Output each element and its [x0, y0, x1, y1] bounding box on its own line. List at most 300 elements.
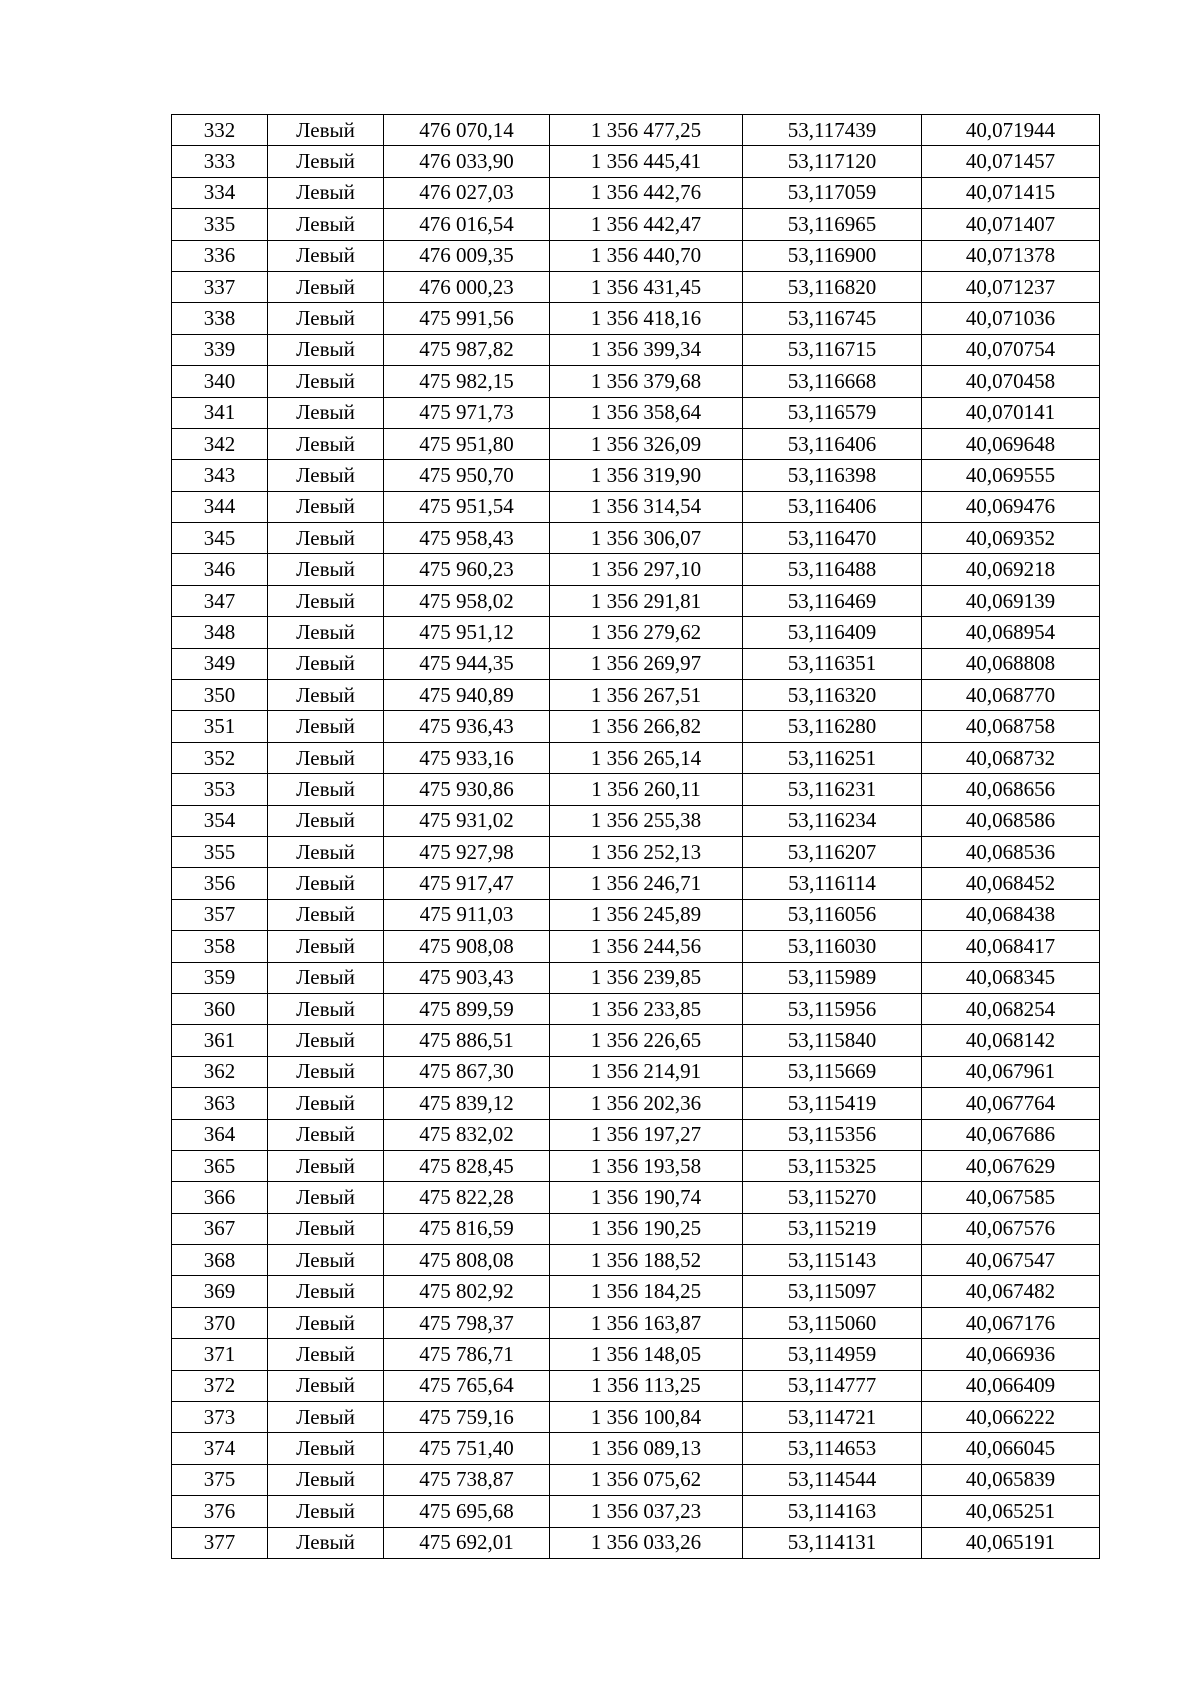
- latitude-cell: 53,116030: [743, 931, 922, 962]
- y-coordinate-cell: 1 356 245,89: [550, 899, 743, 930]
- table-row: [172, 366, 1100, 397]
- longitude-cell: 40,065191: [922, 1527, 1100, 1558]
- point-number-cell: 356: [172, 868, 268, 899]
- y-coordinate-cell: 1 356 188,52: [550, 1245, 743, 1276]
- point-number-cell: 366: [172, 1182, 268, 1213]
- table-row: [172, 1025, 1100, 1056]
- point-number-cell: 350: [172, 680, 268, 711]
- latitude-cell: 53,116579: [743, 397, 922, 428]
- point-number-cell: 375: [172, 1464, 268, 1495]
- point-number-cell: 377: [172, 1527, 268, 1558]
- x-coordinate-cell: 475 738,87: [384, 1464, 550, 1495]
- x-coordinate-cell: 475 950,70: [384, 460, 550, 491]
- point-number-cell: 343: [172, 460, 268, 491]
- point-number-cell: 341: [172, 397, 268, 428]
- y-coordinate-cell: 1 356 184,25: [550, 1276, 743, 1307]
- point-number-cell: 364: [172, 1119, 268, 1150]
- side-cell: Левый: [268, 1150, 384, 1181]
- x-coordinate-cell: 475 958,43: [384, 523, 550, 554]
- longitude-cell: 40,069476: [922, 491, 1100, 522]
- table-row: [172, 1150, 1100, 1181]
- point-number-cell: 333: [172, 146, 268, 177]
- table-row: [172, 805, 1100, 836]
- table-row: [172, 836, 1100, 867]
- y-coordinate-cell: 1 356 418,16: [550, 303, 743, 334]
- table-row: [172, 1496, 1100, 1527]
- y-coordinate-cell: 1 356 252,13: [550, 836, 743, 867]
- side-cell: Левый: [268, 868, 384, 899]
- x-coordinate-cell: 475 808,08: [384, 1245, 550, 1276]
- latitude-cell: 53,116251: [743, 742, 922, 773]
- longitude-cell: 40,068254: [922, 993, 1100, 1024]
- point-number-cell: 347: [172, 585, 268, 616]
- y-coordinate-cell: 1 356 113,25: [550, 1370, 743, 1401]
- longitude-cell: 40,068808: [922, 648, 1100, 679]
- side-cell: Левый: [268, 805, 384, 836]
- latitude-cell: 53,115956: [743, 993, 922, 1024]
- y-coordinate-cell: 1 356 379,68: [550, 366, 743, 397]
- longitude-cell: 40,068770: [922, 680, 1100, 711]
- x-coordinate-cell: 475 940,89: [384, 680, 550, 711]
- latitude-cell: 53,114777: [743, 1370, 922, 1401]
- y-coordinate-cell: 1 356 442,76: [550, 177, 743, 208]
- table-row: [172, 1245, 1100, 1276]
- x-coordinate-cell: 475 991,56: [384, 303, 550, 334]
- table-row: [172, 115, 1100, 146]
- side-cell: Левый: [268, 240, 384, 271]
- table-row: [172, 1056, 1100, 1087]
- latitude-cell: 53,116234: [743, 805, 922, 836]
- y-coordinate-cell: 1 356 075,62: [550, 1464, 743, 1495]
- side-cell: Левый: [268, 1213, 384, 1244]
- point-number-cell: 344: [172, 491, 268, 522]
- point-number-cell: 349: [172, 648, 268, 679]
- latitude-cell: 53,115060: [743, 1307, 922, 1338]
- longitude-cell: 40,068452: [922, 868, 1100, 899]
- point-number-cell: 374: [172, 1433, 268, 1464]
- table-row: [172, 617, 1100, 648]
- latitude-cell: 53,116745: [743, 303, 922, 334]
- point-number-cell: 372: [172, 1370, 268, 1401]
- point-number-cell: 363: [172, 1088, 268, 1119]
- point-number-cell: 370: [172, 1307, 268, 1338]
- longitude-cell: 40,067585: [922, 1182, 1100, 1213]
- y-coordinate-cell: 1 356 246,71: [550, 868, 743, 899]
- longitude-cell: 40,069139: [922, 585, 1100, 616]
- y-coordinate-cell: 1 356 431,45: [550, 271, 743, 302]
- latitude-cell: 53,115270: [743, 1182, 922, 1213]
- x-coordinate-cell: 475 886,51: [384, 1025, 550, 1056]
- longitude-cell: 40,066222: [922, 1402, 1100, 1433]
- side-cell: Левый: [268, 711, 384, 742]
- latitude-cell: 53,114131: [743, 1527, 922, 1558]
- y-coordinate-cell: 1 356 255,38: [550, 805, 743, 836]
- y-coordinate-cell: 1 356 265,14: [550, 742, 743, 773]
- point-number-cell: 373: [172, 1402, 268, 1433]
- y-coordinate-cell: 1 356 202,36: [550, 1088, 743, 1119]
- point-number-cell: 361: [172, 1025, 268, 1056]
- x-coordinate-cell: 475 899,59: [384, 993, 550, 1024]
- side-cell: Левый: [268, 146, 384, 177]
- point-number-cell: 368: [172, 1245, 268, 1276]
- y-coordinate-cell: 1 356 358,64: [550, 397, 743, 428]
- table-row: [172, 177, 1100, 208]
- x-coordinate-cell: 475 692,01: [384, 1527, 550, 1558]
- table-row: [172, 931, 1100, 962]
- point-number-cell: 376: [172, 1496, 268, 1527]
- table-row: [172, 428, 1100, 459]
- longitude-cell: 40,068656: [922, 774, 1100, 805]
- x-coordinate-cell: 475 759,16: [384, 1402, 550, 1433]
- side-cell: Левый: [268, 742, 384, 773]
- longitude-cell: 40,066936: [922, 1339, 1100, 1370]
- longitude-cell: 40,071407: [922, 209, 1100, 240]
- x-coordinate-cell: 475 951,12: [384, 617, 550, 648]
- y-coordinate-cell: 1 356 197,27: [550, 1119, 743, 1150]
- side-cell: Левый: [268, 209, 384, 240]
- point-number-cell: 354: [172, 805, 268, 836]
- x-coordinate-cell: 475 765,64: [384, 1370, 550, 1401]
- longitude-cell: 40,067961: [922, 1056, 1100, 1087]
- x-coordinate-cell: 475 927,98: [384, 836, 550, 867]
- latitude-cell: 53,116820: [743, 271, 922, 302]
- longitude-cell: 40,065251: [922, 1496, 1100, 1527]
- latitude-cell: 53,116715: [743, 334, 922, 365]
- y-coordinate-cell: 1 356 239,85: [550, 962, 743, 993]
- table-row: [172, 1370, 1100, 1401]
- side-cell: Левый: [268, 491, 384, 522]
- side-cell: Левый: [268, 271, 384, 302]
- latitude-cell: 53,115419: [743, 1088, 922, 1119]
- x-coordinate-cell: 475 931,02: [384, 805, 550, 836]
- table-row: [172, 271, 1100, 302]
- x-coordinate-cell: 475 933,16: [384, 742, 550, 773]
- longitude-cell: 40,070754: [922, 334, 1100, 365]
- table-row: [172, 774, 1100, 805]
- table-row: [172, 585, 1100, 616]
- latitude-cell: 53,117120: [743, 146, 922, 177]
- side-cell: Левый: [268, 1056, 384, 1087]
- longitude-cell: 40,071457: [922, 146, 1100, 177]
- longitude-cell: 40,067686: [922, 1119, 1100, 1150]
- point-number-cell: 369: [172, 1276, 268, 1307]
- x-coordinate-cell: 475 798,37: [384, 1307, 550, 1338]
- point-number-cell: 359: [172, 962, 268, 993]
- y-coordinate-cell: 1 356 190,25: [550, 1213, 743, 1244]
- table-row: [172, 1433, 1100, 1464]
- point-number-cell: 351: [172, 711, 268, 742]
- point-number-cell: 342: [172, 428, 268, 459]
- side-cell: Левый: [268, 397, 384, 428]
- latitude-cell: 53,116056: [743, 899, 922, 930]
- x-coordinate-cell: 476 016,54: [384, 209, 550, 240]
- x-coordinate-cell: 476 033,90: [384, 146, 550, 177]
- point-number-cell: 357: [172, 899, 268, 930]
- y-coordinate-cell: 1 356 214,91: [550, 1056, 743, 1087]
- latitude-cell: 53,116406: [743, 491, 922, 522]
- side-cell: Левый: [268, 680, 384, 711]
- side-cell: Левый: [268, 774, 384, 805]
- coordinates-table: [171, 114, 1100, 1559]
- x-coordinate-cell: 476 070,14: [384, 115, 550, 146]
- x-coordinate-cell: 475 832,02: [384, 1119, 550, 1150]
- x-coordinate-cell: 475 802,92: [384, 1276, 550, 1307]
- latitude-cell: 53,115669: [743, 1056, 922, 1087]
- longitude-cell: 40,068758: [922, 711, 1100, 742]
- side-cell: Левый: [268, 585, 384, 616]
- side-cell: Левый: [268, 1496, 384, 1527]
- longitude-cell: 40,065839: [922, 1464, 1100, 1495]
- point-number-cell: 362: [172, 1056, 268, 1087]
- side-cell: Левый: [268, 1464, 384, 1495]
- table-row: [172, 680, 1100, 711]
- longitude-cell: 40,067482: [922, 1276, 1100, 1307]
- table-row: [172, 1402, 1100, 1433]
- side-cell: Левый: [268, 460, 384, 491]
- x-coordinate-cell: 475 951,80: [384, 428, 550, 459]
- latitude-cell: 53,116668: [743, 366, 922, 397]
- side-cell: Левый: [268, 1276, 384, 1307]
- table-row: [172, 303, 1100, 334]
- x-coordinate-cell: 475 951,54: [384, 491, 550, 522]
- x-coordinate-cell: 475 839,12: [384, 1088, 550, 1119]
- longitude-cell: 40,067629: [922, 1150, 1100, 1181]
- y-coordinate-cell: 1 356 269,97: [550, 648, 743, 679]
- longitude-cell: 40,066409: [922, 1370, 1100, 1401]
- side-cell: Левый: [268, 554, 384, 585]
- y-coordinate-cell: 1 356 319,90: [550, 460, 743, 491]
- longitude-cell: 40,068417: [922, 931, 1100, 962]
- table-row: [172, 209, 1100, 240]
- table-row: [172, 1119, 1100, 1150]
- x-coordinate-cell: 476 000,23: [384, 271, 550, 302]
- x-coordinate-cell: 475 958,02: [384, 585, 550, 616]
- table-row: [172, 1088, 1100, 1119]
- y-coordinate-cell: 1 356 089,13: [550, 1433, 743, 1464]
- table-row: [172, 1339, 1100, 1370]
- point-number-cell: 371: [172, 1339, 268, 1370]
- y-coordinate-cell: 1 356 037,23: [550, 1496, 743, 1527]
- y-coordinate-cell: 1 356 260,11: [550, 774, 743, 805]
- x-coordinate-cell: 475 828,45: [384, 1150, 550, 1181]
- x-coordinate-cell: 475 908,08: [384, 931, 550, 962]
- y-coordinate-cell: 1 356 442,47: [550, 209, 743, 240]
- side-cell: Левый: [268, 1370, 384, 1401]
- latitude-cell: 53,116965: [743, 209, 922, 240]
- longitude-cell: 40,069218: [922, 554, 1100, 585]
- x-coordinate-cell: 476 027,03: [384, 177, 550, 208]
- longitude-cell: 40,068345: [922, 962, 1100, 993]
- longitude-cell: 40,070458: [922, 366, 1100, 397]
- point-number-cell: 337: [172, 271, 268, 302]
- y-coordinate-cell: 1 356 291,81: [550, 585, 743, 616]
- side-cell: Левый: [268, 303, 384, 334]
- table-row: [172, 962, 1100, 993]
- longitude-cell: 40,068732: [922, 742, 1100, 773]
- side-cell: Левый: [268, 1402, 384, 1433]
- latitude-cell: 53,115356: [743, 1119, 922, 1150]
- y-coordinate-cell: 1 356 100,84: [550, 1402, 743, 1433]
- side-cell: Левый: [268, 1182, 384, 1213]
- table-row: [172, 554, 1100, 585]
- latitude-cell: 53,116469: [743, 585, 922, 616]
- side-cell: Левый: [268, 1119, 384, 1150]
- side-cell: Левый: [268, 931, 384, 962]
- y-coordinate-cell: 1 356 193,58: [550, 1150, 743, 1181]
- longitude-cell: 40,067547: [922, 1245, 1100, 1276]
- y-coordinate-cell: 1 356 266,82: [550, 711, 743, 742]
- latitude-cell: 53,115840: [743, 1025, 922, 1056]
- longitude-cell: 40,071378: [922, 240, 1100, 271]
- y-coordinate-cell: 1 356 163,87: [550, 1307, 743, 1338]
- x-coordinate-cell: 475 751,40: [384, 1433, 550, 1464]
- longitude-cell: 40,066045: [922, 1433, 1100, 1464]
- y-coordinate-cell: 1 356 244,56: [550, 931, 743, 962]
- y-coordinate-cell: 1 356 326,09: [550, 428, 743, 459]
- latitude-cell: 53,116320: [743, 680, 922, 711]
- side-cell: Левый: [268, 1307, 384, 1338]
- x-coordinate-cell: 475 971,73: [384, 397, 550, 428]
- side-cell: Левый: [268, 993, 384, 1024]
- table-row: [172, 334, 1100, 365]
- longitude-cell: 40,067764: [922, 1088, 1100, 1119]
- table-row: [172, 523, 1100, 554]
- longitude-cell: 40,067176: [922, 1307, 1100, 1338]
- y-coordinate-cell: 1 356 190,74: [550, 1182, 743, 1213]
- longitude-cell: 40,069555: [922, 460, 1100, 491]
- latitude-cell: 53,116398: [743, 460, 922, 491]
- table-row: [172, 460, 1100, 491]
- longitude-cell: 40,068536: [922, 836, 1100, 867]
- x-coordinate-cell: 475 822,28: [384, 1182, 550, 1213]
- latitude-cell: 53,116900: [743, 240, 922, 271]
- y-coordinate-cell: 1 356 314,54: [550, 491, 743, 522]
- x-coordinate-cell: 475 930,86: [384, 774, 550, 805]
- side-cell: Левый: [268, 334, 384, 365]
- latitude-cell: 53,116406: [743, 428, 922, 459]
- table-row: [172, 491, 1100, 522]
- table-row: [172, 742, 1100, 773]
- longitude-cell: 40,069352: [922, 523, 1100, 554]
- point-number-cell: 348: [172, 617, 268, 648]
- longitude-cell: 40,071036: [922, 303, 1100, 334]
- latitude-cell: 53,114163: [743, 1496, 922, 1527]
- table-row: [172, 648, 1100, 679]
- table-row: [172, 1276, 1100, 1307]
- point-number-cell: 353: [172, 774, 268, 805]
- y-coordinate-cell: 1 356 440,70: [550, 240, 743, 271]
- x-coordinate-cell: 475 695,68: [384, 1496, 550, 1527]
- table-row: [172, 1464, 1100, 1495]
- table-row: [172, 240, 1100, 271]
- y-coordinate-cell: 1 356 477,25: [550, 115, 743, 146]
- longitude-cell: 40,071415: [922, 177, 1100, 208]
- latitude-cell: 53,115219: [743, 1213, 922, 1244]
- table-row: [172, 1527, 1100, 1558]
- latitude-cell: 53,115325: [743, 1150, 922, 1181]
- x-coordinate-cell: 475 936,43: [384, 711, 550, 742]
- longitude-cell: 40,068586: [922, 805, 1100, 836]
- latitude-cell: 53,115097: [743, 1276, 922, 1307]
- side-cell: Левый: [268, 366, 384, 397]
- x-coordinate-cell: 475 944,35: [384, 648, 550, 679]
- longitude-cell: 40,068438: [922, 899, 1100, 930]
- side-cell: Левый: [268, 962, 384, 993]
- latitude-cell: 53,116409: [743, 617, 922, 648]
- latitude-cell: 53,116488: [743, 554, 922, 585]
- x-coordinate-cell: 475 867,30: [384, 1056, 550, 1087]
- point-number-cell: 334: [172, 177, 268, 208]
- x-coordinate-cell: 475 917,47: [384, 868, 550, 899]
- longitude-cell: 40,068954: [922, 617, 1100, 648]
- point-number-cell: 332: [172, 115, 268, 146]
- side-cell: Левый: [268, 617, 384, 648]
- point-number-cell: 355: [172, 836, 268, 867]
- side-cell: Левый: [268, 1527, 384, 1558]
- table-row: [172, 1213, 1100, 1244]
- side-cell: Левый: [268, 115, 384, 146]
- point-number-cell: 360: [172, 993, 268, 1024]
- point-number-cell: 339: [172, 334, 268, 365]
- point-number-cell: 365: [172, 1150, 268, 1181]
- table-row: [172, 899, 1100, 930]
- x-coordinate-cell: 475 903,43: [384, 962, 550, 993]
- table-row: [172, 868, 1100, 899]
- y-coordinate-cell: 1 356 445,41: [550, 146, 743, 177]
- side-cell: Левый: [268, 1025, 384, 1056]
- y-coordinate-cell: 1 356 297,10: [550, 554, 743, 585]
- point-number-cell: 335: [172, 209, 268, 240]
- table-row: [172, 1307, 1100, 1338]
- point-number-cell: 336: [172, 240, 268, 271]
- y-coordinate-cell: 1 356 226,65: [550, 1025, 743, 1056]
- side-cell: Левый: [268, 1088, 384, 1119]
- y-coordinate-cell: 1 356 279,62: [550, 617, 743, 648]
- point-number-cell: 346: [172, 554, 268, 585]
- table-row: [172, 711, 1100, 742]
- latitude-cell: 53,114544: [743, 1464, 922, 1495]
- side-cell: Левый: [268, 1339, 384, 1370]
- side-cell: Левый: [268, 836, 384, 867]
- latitude-cell: 53,115143: [743, 1245, 922, 1276]
- x-coordinate-cell: 475 911,03: [384, 899, 550, 930]
- y-coordinate-cell: 1 356 233,85: [550, 993, 743, 1024]
- table-row: [172, 993, 1100, 1024]
- longitude-cell: 40,067576: [922, 1213, 1100, 1244]
- x-coordinate-cell: 475 786,71: [384, 1339, 550, 1370]
- table-row: [172, 1182, 1100, 1213]
- side-cell: Левый: [268, 1245, 384, 1276]
- latitude-cell: 53,116207: [743, 836, 922, 867]
- latitude-cell: 53,114959: [743, 1339, 922, 1370]
- table-row: [172, 146, 1100, 177]
- y-coordinate-cell: 1 356 267,51: [550, 680, 743, 711]
- y-coordinate-cell: 1 356 148,05: [550, 1339, 743, 1370]
- latitude-cell: 53,116470: [743, 523, 922, 554]
- latitude-cell: 53,117059: [743, 177, 922, 208]
- y-coordinate-cell: 1 356 033,26: [550, 1527, 743, 1558]
- table-row: [172, 397, 1100, 428]
- y-coordinate-cell: 1 356 399,34: [550, 334, 743, 365]
- latitude-cell: 53,116114: [743, 868, 922, 899]
- side-cell: Левый: [268, 428, 384, 459]
- longitude-cell: 40,070141: [922, 397, 1100, 428]
- x-coordinate-cell: 475 982,15: [384, 366, 550, 397]
- point-number-cell: 345: [172, 523, 268, 554]
- side-cell: Левый: [268, 523, 384, 554]
- x-coordinate-cell: 476 009,35: [384, 240, 550, 271]
- latitude-cell: 53,116280: [743, 711, 922, 742]
